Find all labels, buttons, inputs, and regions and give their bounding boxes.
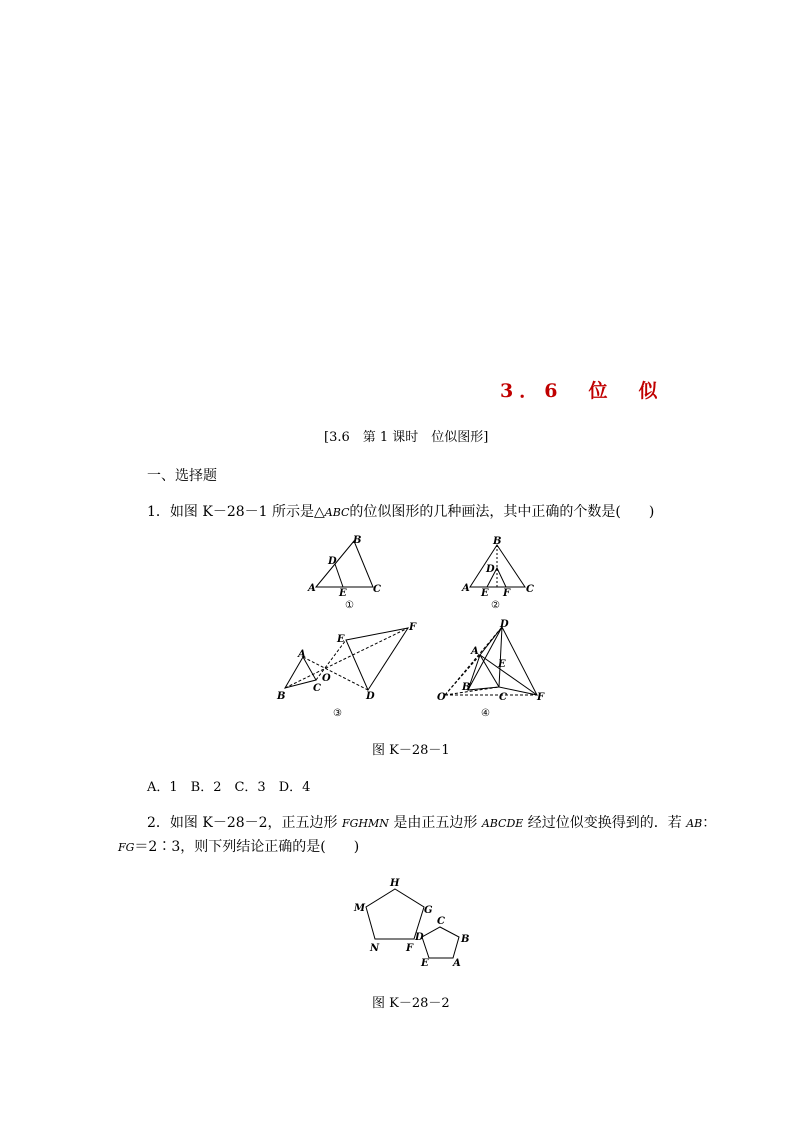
lesson-subtitle: [3.6 第 1 课时 位似图形]: [324, 430, 489, 445]
question-1-triangle-name: ABC: [324, 506, 350, 519]
label-e: E: [498, 659, 506, 670]
pentagon-abcde: [422, 927, 459, 958]
figure-1-panel-2: [461, 536, 534, 611]
question-1-prefix: 1．如图 K－28－1 所示是△: [147, 504, 325, 520]
panel-label: ③: [333, 708, 342, 719]
q2-pentagon-fghmn: FGHMN: [342, 817, 389, 830]
figure-k-28-2: [345, 870, 485, 980]
figure-k-28-1: [270, 530, 560, 730]
figure-1-caption: 图 K－28－1: [372, 743, 450, 758]
q2-text: 是由正五边形: [388, 815, 482, 831]
label-c: C: [437, 916, 445, 927]
figure-2-caption: 图 K－28－2: [372, 996, 450, 1011]
section-heading: 一、选择题: [147, 468, 217, 484]
label-f: F: [406, 943, 414, 954]
label-f: F: [537, 692, 545, 703]
figure-1-panel-4: [437, 619, 545, 719]
figure-1-panel-3: [276, 622, 417, 719]
label-d: D: [415, 932, 424, 943]
label-a: A: [308, 583, 316, 594]
label-n: N: [370, 943, 380, 954]
question-2-line-1: [147, 812, 716, 832]
q2-segment-fg: FG: [118, 841, 135, 854]
label-o: O: [437, 692, 446, 703]
page-title: 3．6 位 似: [500, 380, 664, 402]
question-1-choices: A．1 B．2 C．3 D．4: [147, 780, 311, 795]
label-c: C: [526, 584, 534, 595]
q2-text: 2．如图 K－28－2，正五边形: [147, 815, 342, 831]
label-d: D: [500, 619, 509, 630]
label-a: A: [471, 646, 479, 657]
label-a: A: [462, 583, 470, 594]
question-1: [147, 501, 654, 521]
label-b: B: [461, 934, 470, 945]
label-b: B: [353, 535, 362, 546]
label-o: O: [322, 673, 331, 684]
q2-text: ：: [702, 815, 717, 831]
q2-text: 经过位似变换得到的．若: [523, 815, 687, 831]
label-e: E: [339, 588, 347, 599]
label-e: E: [481, 588, 489, 599]
label-f: F: [409, 622, 417, 633]
label-m: M: [354, 903, 366, 914]
label-g: G: [424, 905, 433, 916]
q2-pentagon-abcde: ABCDE: [481, 817, 524, 830]
label-d: D: [366, 691, 375, 702]
label-c: C: [499, 692, 507, 703]
question-2-line-2: [118, 836, 359, 856]
label-e: E: [421, 958, 429, 969]
q2-text: ＝2∶3，则下列结论正确的是( ): [134, 839, 360, 855]
label-c: C: [373, 584, 381, 595]
label-d: D: [486, 564, 495, 575]
label-h: H: [390, 878, 400, 889]
label-b: B: [277, 691, 286, 702]
label-e: E: [337, 634, 345, 645]
label-d: D: [328, 556, 337, 567]
label-f: F: [503, 588, 511, 599]
label-b: B: [462, 682, 471, 693]
panel-label: ④: [481, 708, 490, 719]
label-b: B: [493, 536, 502, 547]
label-c: C: [313, 683, 321, 694]
figure-1-panel-1: [307, 535, 381, 611]
panel-label: ②: [491, 600, 500, 611]
question-1-suffix: 的位似图形的几种画法，其中正确的个数是( ): [349, 504, 655, 520]
panel-label: ①: [345, 600, 354, 611]
q2-segment-ab: AB: [686, 817, 703, 830]
label-a: A: [298, 649, 306, 660]
label-a: A: [453, 958, 461, 969]
